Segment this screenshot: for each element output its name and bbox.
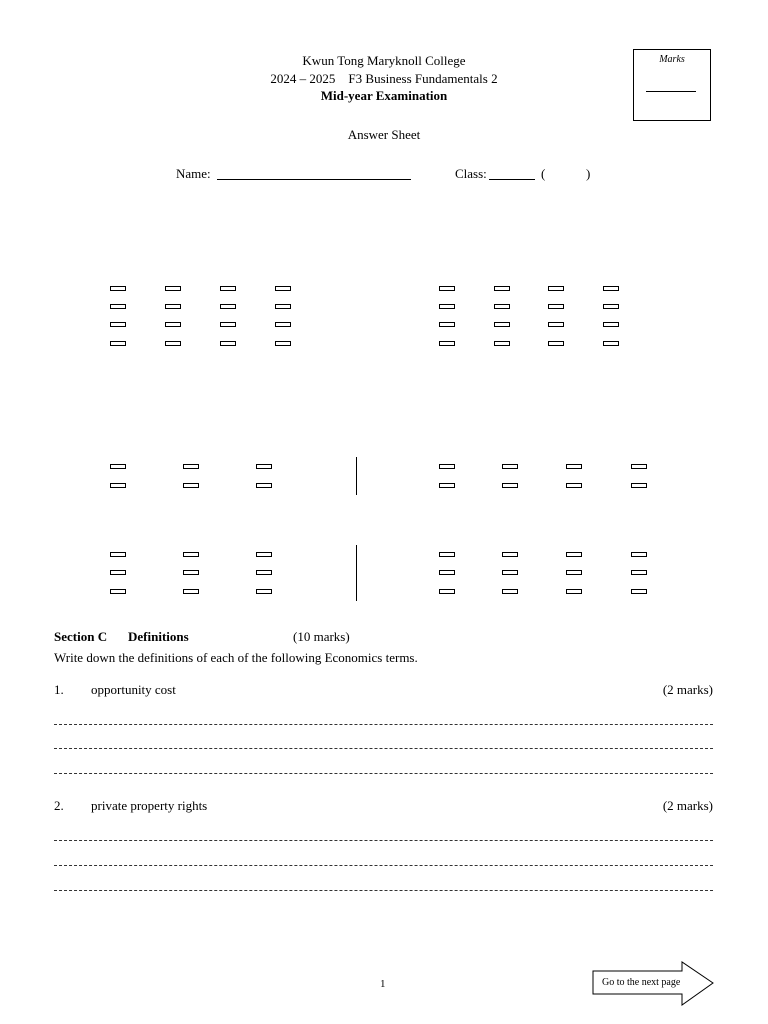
next-page-button[interactable]: [592, 961, 716, 1007]
question-term: opportunity cost: [91, 682, 176, 697]
answer-bubble[interactable]: [603, 286, 619, 291]
answer-bubble[interactable]: [548, 286, 564, 291]
answer-bubble[interactable]: [220, 286, 236, 291]
answer-bubble[interactable]: [256, 464, 272, 469]
answer-bubble[interactable]: [439, 589, 455, 594]
answer-bubble[interactable]: [631, 464, 647, 469]
section-c-title: Section C: [54, 629, 108, 644]
answer-bubble[interactable]: [275, 286, 291, 291]
answer-bubble[interactable]: [439, 286, 455, 291]
answer-bubble[interactable]: [494, 286, 510, 291]
answer-sheet-title: Answer Sheet: [347, 127, 421, 142]
section-c-subtitle: Definitions: [128, 629, 189, 644]
answer-bubble[interactable]: [439, 322, 455, 327]
answer-bubble[interactable]: [494, 341, 510, 346]
answer-bubble[interactable]: [183, 464, 199, 469]
answer-bubble[interactable]: [566, 464, 582, 469]
answer-bubble[interactable]: [494, 322, 510, 327]
answer-bubble[interactable]: [631, 570, 647, 575]
answer-bubble[interactable]: [220, 304, 236, 309]
answer-bubble[interactable]: [502, 483, 518, 488]
answer-bubble[interactable]: [439, 570, 455, 575]
answer-bubble[interactable]: [275, 322, 291, 327]
class-field[interactable]: [489, 165, 535, 180]
answer-bubble[interactable]: [110, 341, 126, 346]
answer-bubble[interactable]: [439, 464, 455, 469]
answer-bubble[interactable]: [494, 304, 510, 309]
marks-label: Marks: [659, 54, 685, 65]
name-field[interactable]: [217, 165, 411, 180]
answer-bubble[interactable]: [566, 483, 582, 488]
answer-line[interactable]: [54, 890, 713, 891]
marks-line: [646, 91, 696, 92]
question-marks: (2 marks): [662, 682, 713, 697]
answer-bubble[interactable]: [548, 304, 564, 309]
answer-bubble[interactable]: [165, 322, 181, 327]
answer-bubble[interactable]: [631, 483, 647, 488]
answer-bubble[interactable]: [603, 341, 619, 346]
answer-bubble[interactable]: [566, 570, 582, 575]
answer-line[interactable]: [54, 748, 713, 749]
year-subject: 2024 – 2025 F3 Business Fundamentals 2: [270, 71, 498, 86]
answer-bubble[interactable]: [183, 483, 199, 488]
answer-bubble[interactable]: [631, 552, 647, 557]
column-divider: [356, 457, 357, 495]
class-number-open-paren: (: [541, 166, 546, 181]
answer-bubble[interactable]: [439, 483, 455, 488]
page-number: 1: [380, 978, 386, 990]
answer-bubble[interactable]: [502, 552, 518, 557]
answer-bubble[interactable]: [110, 570, 126, 575]
answer-bubble[interactable]: [603, 304, 619, 309]
answer-bubble[interactable]: [439, 552, 455, 557]
answer-bubble[interactable]: [220, 322, 236, 327]
answer-bubble[interactable]: [275, 341, 291, 346]
class-number-close-paren: ): [586, 166, 591, 181]
section-c-instruction: Write down the definitions of each of the following Economics terms.: [54, 650, 418, 665]
answer-bubble[interactable]: [110, 552, 126, 557]
answer-bubble[interactable]: [183, 570, 199, 575]
answer-bubble[interactable]: [603, 322, 619, 327]
next-page-label: Go to the next page: [602, 977, 681, 988]
school-name: Kwun Tong Maryknoll College: [302, 53, 466, 68]
answer-bubble[interactable]: [183, 589, 199, 594]
answer-bubble[interactable]: [631, 589, 647, 594]
answer-bubble[interactable]: [566, 552, 582, 557]
question-term: private property rights: [91, 798, 208, 813]
answer-bubble[interactable]: [220, 341, 236, 346]
answer-bubble[interactable]: [502, 589, 518, 594]
answer-bubble[interactable]: [256, 570, 272, 575]
answer-bubble[interactable]: [110, 304, 126, 309]
answer-bubble[interactable]: [548, 322, 564, 327]
answer-bubble[interactable]: [183, 552, 199, 557]
answer-bubble[interactable]: [256, 552, 272, 557]
answer-bubble[interactable]: [110, 589, 126, 594]
question-number: 1.: [54, 682, 64, 697]
question-number: 2.: [54, 798, 64, 813]
answer-bubble[interactable]: [256, 483, 272, 488]
answer-bubble[interactable]: [502, 570, 518, 575]
answer-bubble[interactable]: [275, 304, 291, 309]
answer-bubble[interactable]: [110, 464, 126, 469]
answer-bubble[interactable]: [165, 286, 181, 291]
answer-bubble[interactable]: [256, 589, 272, 594]
name-label: Name:: [176, 166, 211, 181]
answer-bubble[interactable]: [110, 322, 126, 327]
answer-line[interactable]: [54, 865, 713, 866]
answer-bubble[interactable]: [110, 483, 126, 488]
answer-line[interactable]: [54, 724, 713, 725]
answer-bubble[interactable]: [439, 341, 455, 346]
answer-line[interactable]: [54, 773, 713, 774]
answer-bubble[interactable]: [165, 304, 181, 309]
answer-line[interactable]: [54, 840, 713, 841]
answer-bubble[interactable]: [566, 589, 582, 594]
marks-box[interactable]: [633, 49, 711, 121]
answer-bubble[interactable]: [548, 341, 564, 346]
answer-bubble[interactable]: [439, 304, 455, 309]
answer-bubble[interactable]: [110, 286, 126, 291]
column-divider: [356, 545, 357, 601]
answer-bubble[interactable]: [502, 464, 518, 469]
answer-bubble[interactable]: [165, 341, 181, 346]
class-label: Class:: [455, 166, 487, 181]
section-c-marks: (10 marks): [293, 629, 350, 644]
question-marks: (2 marks): [662, 798, 713, 813]
exam-title: Mid-year Examination: [320, 88, 448, 103]
